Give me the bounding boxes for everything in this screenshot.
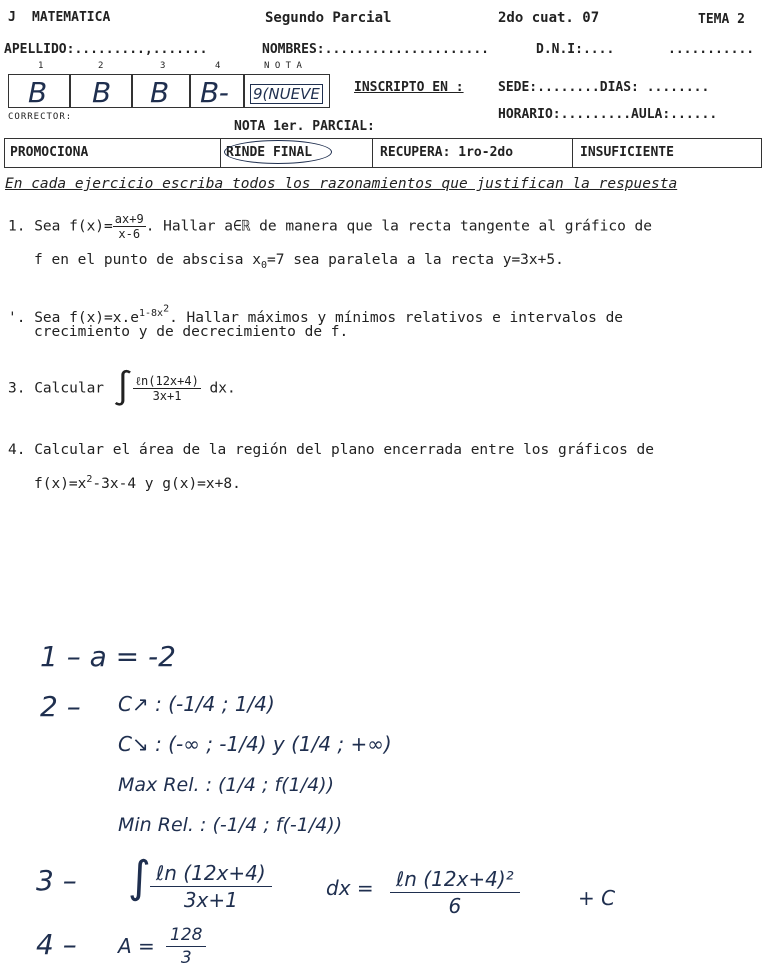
exam-title: Segundo Parcial <box>265 10 392 26</box>
grade-num-2: 2 <box>98 61 104 71</box>
tema-label: TEMA 2 <box>698 12 745 27</box>
horario-field: HORARIO:.........AULA:...... <box>498 107 718 122</box>
answer-3-dx: dx = <box>326 876 374 900</box>
answer-1: 1 – a = -2 <box>40 640 176 673</box>
answer-3-constant: + C <box>578 886 616 910</box>
grade-num-3: 3 <box>160 61 166 71</box>
status-divider <box>572 138 573 168</box>
grade-num-4: 4 <box>215 61 221 71</box>
integral-sign: ∫ <box>112 368 134 409</box>
answer-3-label: 3 – <box>36 864 77 897</box>
answer-4-value: 128 3 <box>166 924 206 969</box>
question-1-line-2: f en el punto de abscisa $x_0=7$ sea paralela a la recta y=3x+5. <box>34 252 564 271</box>
question-2: '. Sea $f(x)=x.e^{1-8x^2}$. Hallar máximos y mínimos relativos e intervalos de <box>8 304 624 327</box>
nombres-field: NOMBRES:..................... <box>262 42 489 57</box>
answer-2-line: Max Rel. : (1/4 ; f(1/4)) <box>118 774 334 796</box>
nota-primer-parcial: NOTA 1er. PARCIAL: <box>234 119 375 134</box>
question-number: '. <box>8 310 26 327</box>
question-number: 4. <box>8 442 26 458</box>
integral-sign: ∫ <box>128 852 151 903</box>
inscripto-label: INSCRIPTO EN : <box>354 80 464 95</box>
term-label: 2do cuat. 07 <box>498 10 600 26</box>
answer-2-line: C↘ : (-∞ ; -1/4) y (1/4 ; +∞) <box>118 732 392 756</box>
grade-value-4: B- <box>200 76 229 109</box>
fraction: $\frac{ax+9}{x-6}$ <box>114 212 144 241</box>
dni-field: D.N.I:.... <box>536 42 615 57</box>
status-divider <box>372 138 373 168</box>
subject-label: MATEMATICA <box>32 10 111 25</box>
grade-value-1: B <box>28 76 48 109</box>
answer-4-prefix: A = <box>118 934 155 958</box>
status-promociona: PROMOCIONA <box>10 145 89 160</box>
apellido-field: APELLIDO:.........,....... <box>4 42 208 57</box>
question-number: 3. <box>8 380 26 397</box>
question-3: 3. Calcular ∫ $\frac{\text{ℓn(12x+4)}}{3x+1}$ dx. <box>8 368 236 409</box>
corrector-label: CORRECTOR: <box>8 112 73 122</box>
answer-2-label: 2 – <box>40 690 81 723</box>
rinde-final-circle <box>224 140 332 164</box>
status-recupera: RECUPERA: 1ro-2do <box>380 145 514 160</box>
answer-2-line: C↗ : (-1/4 ; 1/4) <box>118 692 275 716</box>
instruction-text: En cada ejercicio escriba todos los razonamientos que justifican la respuesta <box>5 176 678 192</box>
exam-letter: J <box>8 10 16 25</box>
answer-3-integrand: ℓn (12x+4) 3x+1 <box>150 860 272 913</box>
grade-num-1: 1 <box>38 61 44 71</box>
sede-field: SEDE:........DIAS: ........ <box>498 80 710 95</box>
grade-value-3: B <box>150 76 170 109</box>
status-rinde-final: RINDE FINAL <box>226 145 313 160</box>
dni-dots: ........... <box>668 42 755 57</box>
question-1: 1. Sea f(x)= $\frac{ax+9}{x-6}$ . Hallar a∈ℝ de manera que la recta tangente al gráfico de <box>8 212 653 241</box>
grade-value-2: B <box>92 76 112 109</box>
answer-2-line: Min Rel. : (-1/4 ; f(-1/4)) <box>118 814 343 836</box>
status-insuficiente: INSUFICIENTE <box>580 145 674 160</box>
nota-label: N O T A <box>264 61 302 71</box>
answer-3-result: ℓn (12x+4)² 6 <box>390 866 520 919</box>
nota-value: 9(NUEVE <box>250 84 323 104</box>
question-4-line-2: $f(x)=x^2-3x-4$ y g(x)=x+8. <box>34 474 241 492</box>
question-number: 1. <box>8 218 26 235</box>
answer-4-label: 4 – <box>36 928 77 961</box>
fraction: $\frac{\text{ℓn(12x+4)}}{3x+1}$ <box>135 374 199 403</box>
question-4: 4. Calcular el área de la región del plano encerrada entre los gráficos de <box>8 442 655 458</box>
question-2-line-2: crecimiento y de decrecimiento de f. <box>34 324 349 340</box>
status-divider <box>220 138 221 168</box>
